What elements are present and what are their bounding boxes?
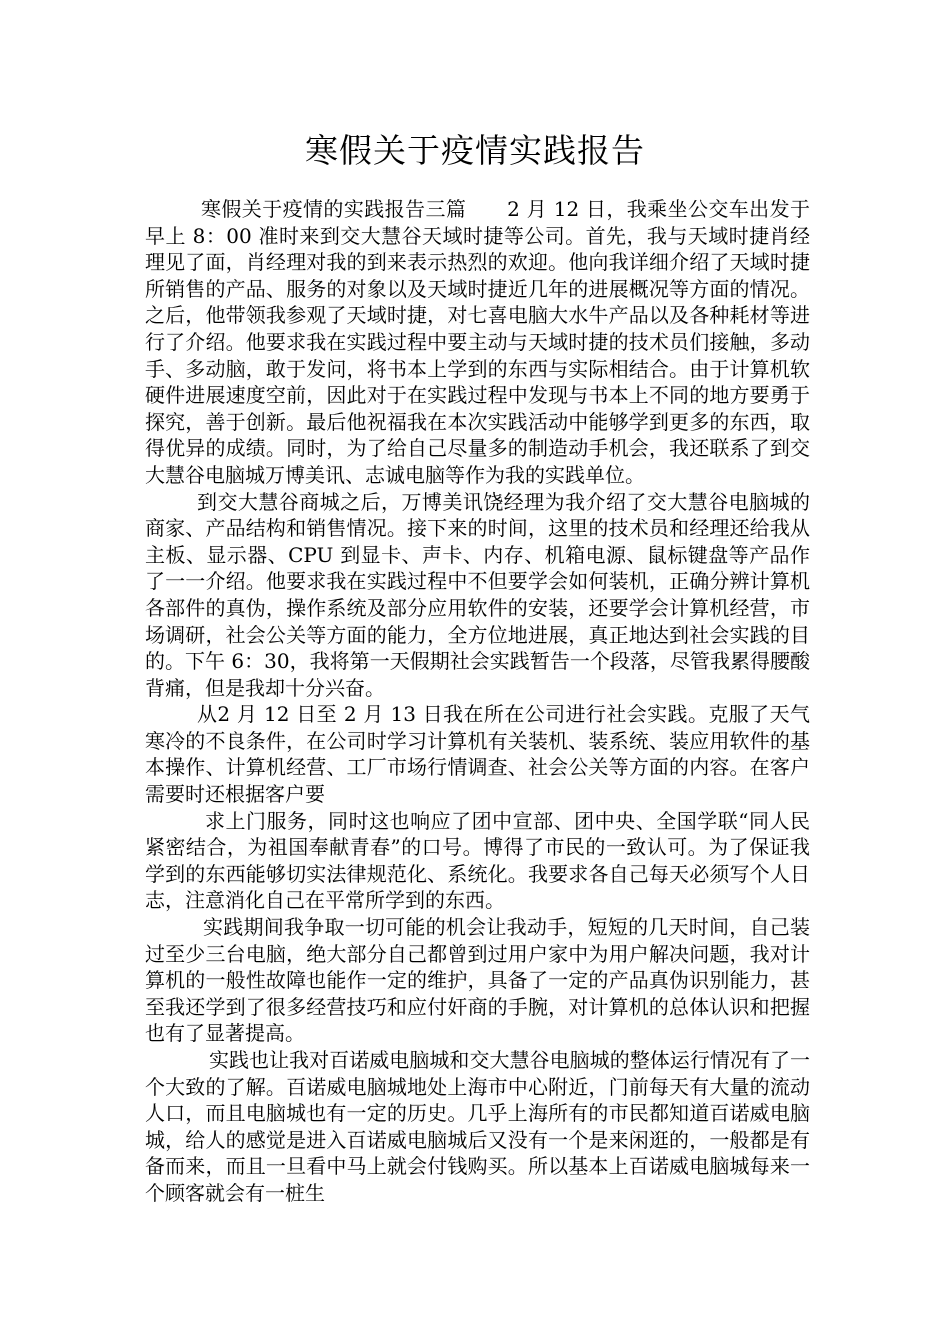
- paragraph-2: 到交大慧谷商城之后，万博美讯饶经理为我介绍了交大慧谷电脑城的商家、产品结构和销售情况。接下来的时间，这里的技术员和经理还给我从主板、显示器、CPU 到显卡、声卡、内存、机箱电源、鼠标键盘等产品作了一一介绍。他要求我在实践过程中不但要学会如何装机，正确分辨计算机各部件的真伪，操作系统及部分应用软件的安装，还要学会计算机经营，市场调研，社会公关等方面的能力，全方位地进展，真正地达到社会实践的目的。下午 6：30，我将第一天假期社会实践暂告一个段落，尽管我累得腰酸背痛，但是我却十分兴奋。: [145, 489, 810, 700]
- paragraph-6: 实践也让我对百诺威电脑城和交大慧谷电脑城的整体运行情况有了一个大致的了解。百诺威电脑城地处上海市中心附近，门前每天有大量的流动人口，而且电脑城也有一定的历史。几乎上海所有的市民都知道百诺威电脑城，给人的感觉是进入百诺威电脑城后又没有一个是来闲逛的，一般都是有备而来，而且一旦看中马上就会付钱购买。所以基本上百诺威电脑城每来一个顾客就会有一桩生: [145, 1048, 810, 1205]
- paragraph-3: 从2 月 12 日至 2 月 13 日我在所在公司进行社会实践。克服了天气寒冷的不良条件，在公司时学习计算机有关装机、装系统、装应用软件的基本操作、计算机经营、工厂市场行情调查、社会公关等方面的内容。在客户需要时还根据客户要: [145, 702, 810, 807]
- document-title: 寒假关于疫情实践报告: [305, 131, 645, 170]
- document-body: [145, 196, 810, 1207]
- paragraph-4: 求上门服务，同时这也响应了团中宣部、团中央、全国学联“同人民紧密结合，为祖国奉献青春”的口号。博得了市民的一致认可。为了保证我学到的东西能够切实法律规范化、系统化。我要求各自己每天必须写个人日志，注意消化自己在平常所学到的东西。: [145, 808, 810, 913]
- paragraph-5: 实践期间我争取一切可能的机会让我动手，短短的几天时间，自己装过至少三台电脑，绝大部分自己都曾到过用户家中为用户解决问题，我对计算机的一般性故障也能作一定的维护，具备了一定的产品真伪识别能力，甚至我还学到了很多经营技巧和应付奸商的手腕，对计算机的总体认识和把握也有了显著提高。: [145, 915, 810, 1046]
- paragraph-1: 寒假关于疫情的实践报告三篇 2 月 12 日，我乘坐公交车出发于早上 8：00 准时来到交大慧谷天域时捷等公司。首先，我与天域时捷肖经理见了面，肖经理对我的到来表示热烈的欢迎。他向我详细介绍了天域时捷所销售的产品、服务的对象以及天域时捷近几年的进展概况等方面的情况。之后，他带领我参观了天域时捷，对七喜电脑大水牛产品以及各种耗材等进行了介绍。他要求我在实践过程中要主动与天域时捷的技术员们接触，多动手、多动脑，敢于发问，将书本上学到的东西与实际相结合。由于计算机软硬件进展速度空前，因此对于在实践过程中发现与书本上不同的地方要勇于探究，善于创新。最后他祝福我在本次实践活动中能够学到更多的东西，取得优异的成绩。同时，为了给自己尽量多的制造动手机会，我还联系了到交大慧谷电脑城万博美讯、志诚电脑等作为我的实践单位。: [145, 197, 810, 487]
